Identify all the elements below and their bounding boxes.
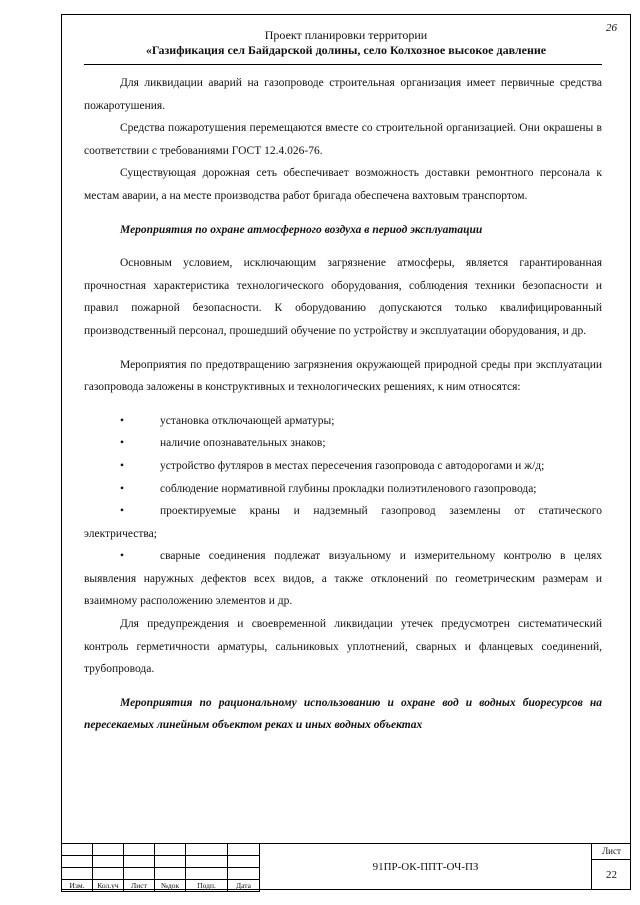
paragraph-main-condition: Основным условием, исключающим загрязнение атмосферы, является гарантированная прочностная характеристика технологического оборудования, соблюдения техники безопасности и правил пожарной безопасности. К оборудованию допускаются только квалифицированный производственный персонал, прошедший обучение по устройству и эксплуатации оборудования, и др. <box>84 257 602 337</box>
list-item: • соблюдение нормативной глубины прокладки полиэтиленового газопровода; <box>84 478 602 501</box>
section-heading-water: Мероприятия по рациональному использованию и охране вод и водных биоресурсов на пересекаемых линейным объектом реках и иных водных объектах <box>84 696 602 732</box>
document-code: 91ПР-ОК-ППТ-ОЧ-ПЗ <box>259 843 591 890</box>
sheet-number: 22 <box>606 869 617 881</box>
measures-list <box>84 410 602 613</box>
bullet-icon: • <box>120 437 125 450</box>
bullet-icon: • <box>120 482 125 495</box>
list-item: • сварные соединения подлежат визуальному и измерительному контролю в целях выявления наружных дефектов всех видов, а также отклонений по геометрическим размерам и взаимному расположению элементов и др. <box>84 545 602 613</box>
column-label-doc: №док <box>155 880 186 892</box>
bullet-icon: • <box>120 550 125 563</box>
title-block <box>61 843 631 890</box>
revision-table <box>61 843 260 892</box>
bullet-icon: • <box>120 414 125 427</box>
document-body <box>84 72 602 737</box>
paragraph-measures-intro: Мероприятия по предотвращению загрязнения окружающей природной среды при эксплуатации газопровода заложены в конструктивных и технологических решениях, к ним относятся: <box>84 358 602 394</box>
column-label-date: Дата <box>228 880 260 892</box>
sheet-label: Лист <box>592 844 631 860</box>
column-label-change: Изм. <box>62 880 93 892</box>
list-item: • устройство футляров в местах пересечения газопровода с автодорогами и ж/д; <box>84 455 602 478</box>
header-line-2: «Газификация сел Байдарской долины, село Колхозное высокое давление <box>145 43 547 57</box>
bullet-icon: • <box>120 459 125 472</box>
section-heading-air: Мероприятия по охране атмосферного воздуха в период эксплуатации <box>120 223 483 236</box>
column-label-sheet: Лист <box>124 880 155 892</box>
list-item: • установка отключающей арматуры; <box>84 410 602 433</box>
list-item: • наличие опознавательных знаков; <box>84 432 602 455</box>
list-item: • проектируемые краны и надземный газопровод заземлены от статического электричества; <box>84 500 602 545</box>
column-label-count: Кол.уч <box>93 880 124 892</box>
page-number: 26 <box>606 22 617 34</box>
sheet-box <box>591 843 631 890</box>
header-line-1: Проект планировки территории <box>264 28 428 42</box>
column-label-signature: Подп. <box>186 880 228 892</box>
document-header <box>61 28 631 58</box>
header-divider <box>84 64 602 65</box>
paragraph-fire-equipment-color: Средства пожаротушения перемещаются вместе со строительной организацией. Они окрашены в соответствии с требованиями ГОСТ 12.4.026-76. <box>84 122 602 157</box>
paragraph-leak-control: Для предупреждения и своевременной ликвидации утечек предусмотрен систематический контроль герметичности арматуры, сальниковых уплотнений, сварных и фланцевых соединений, трубопровода. <box>84 618 602 676</box>
paragraph-fire-equipment: Для ликвидации аварий на газопроводе строительная организация имеет первичные средства пожаротушения. <box>84 77 602 112</box>
paragraph-road-network: Существующая дорожная сеть обеспечивает возможность доставки ремонтного персонала к местам аварии, а на месте производства работ бригада обеспечена вахтовым транспортом. <box>84 167 602 202</box>
bullet-icon: • <box>120 505 125 518</box>
